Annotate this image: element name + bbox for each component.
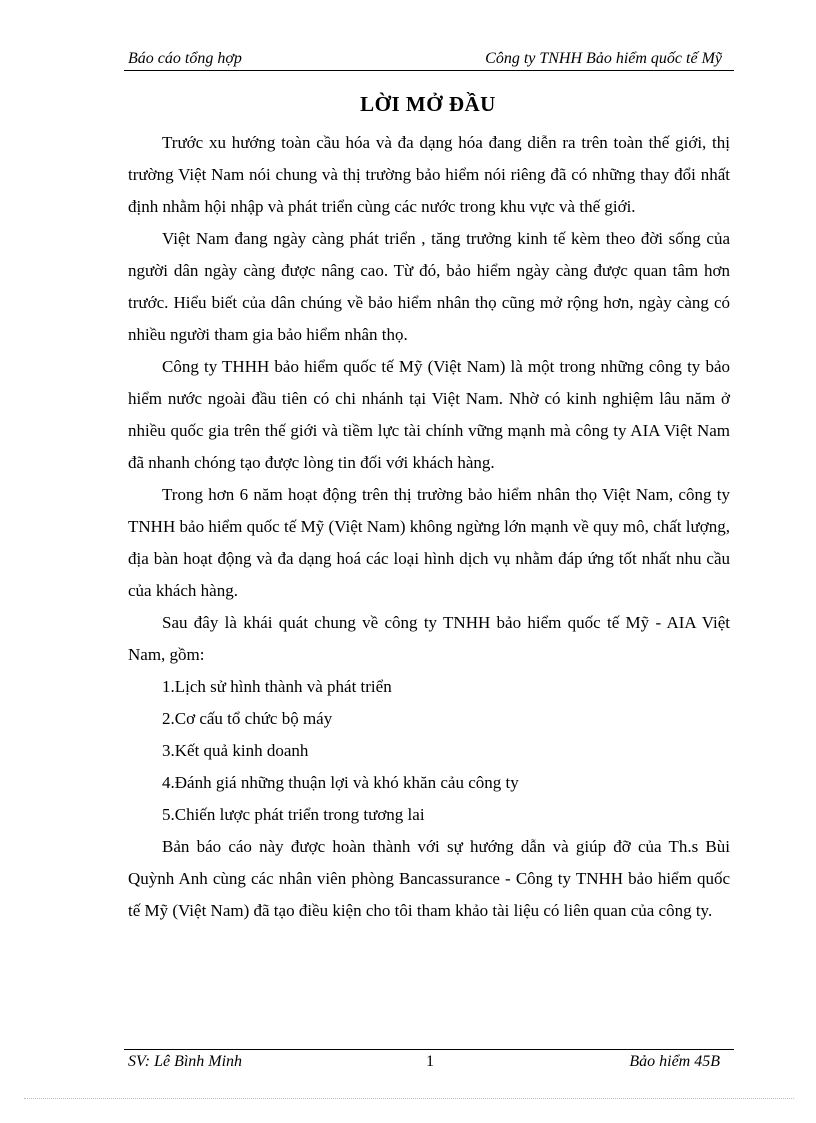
body-paragraph: Việt Nam đang ngày càng phát triển , tăng trưởng kinh tế kèm theo đời sống của người dân ngày càng được nâng cao. Từ đó, bảo hiểm ngày càng được quan tâm hơn trước. Hiểu biết của dân chúng về bảo hiểm nhân thọ cũng mở rộng hơn, ngày càng có nhiều người tham gia bảo hiểm nhân thọ. [128,229,730,344]
intro-paragraph: Trước xu hướng toàn cầu hóa và đa dạng hóa đang diễn ra trên toàn thế giới, thị trường Việt Nam nói chung và thị trường bảo hiểm nói riêng đã có những thay đổi nhất định nhằm hội nhập và phát triển cùng các nước trong khu vực và thế giới. [128,133,730,216]
list-item: 2.Cơ cấu tổ chức bộ máy [162,709,333,728]
footer-class-name: Bảo hiểm 45B [629,1053,720,1070]
footer-divider [124,1049,734,1050]
page-header [124,48,734,71]
document-title: LỜI MỞ ĐẦU [360,92,496,116]
list-item: 5.Chiến lược phát triển trong tương lai [162,805,425,824]
header-company-name: Công ty TNHH Bảo hiểm quốc tế Mỹ [485,50,722,67]
body-paragraph: Trong hơn 6 năm hoạt động trên thị trường bảo hiểm nhân thọ Việt Nam, công ty TNHH bảo hiểm quốc tế Mỹ (Việt Nam) không ngừng lớn mạnh về quy mô, chất lượng, địa bàn hoạt động và đa dạng hoá các loại hình dịch vụ nhằm đáp ứng tốt nhất nhu cầu của khách hàng. [128,485,730,600]
body-paragraph: Sau đây là khái quát chung về công ty TNHH bảo hiểm quốc tế Mỹ - AIA Việt Nam, gồm: [128,613,730,664]
page-footer [124,1053,734,1075]
list-item: 1.Lịch sử hình thành và phát triển [162,677,392,696]
page-edge-divider [24,1098,794,1099]
page-number: 1 [426,1053,434,1070]
document-body [128,127,730,927]
header-report-title: Báo cáo tổng hợp [128,50,242,67]
footer-student-name: SV: Lê Bình Minh [128,1053,243,1070]
list-item: 3.Kết quả kinh doanh [162,741,309,760]
body-paragraph: Công ty THHH bảo hiểm quốc tế Mỹ (Việt Nam) là một trong những công ty bảo hiểm nước ngoài đầu tiên có chi nhánh tại Việt Nam. Nhờ có kinh nghiệm lâu năm ở nhiều quốc gia trên thế giới và tiềm lực tài chính vững mạnh mà công ty AIA Việt Nam đã nhanh chóng tạo được lòng tin đối với khách hàng. [128,357,730,472]
closing-paragraph: Bản báo cáo này được hoàn thành với sự hướng dẫn và giúp đỡ của Th.s Bùi Quỳnh Anh cùng các nhân viên phòng Bancassurance - Công ty TNHH bảo hiểm quốc tế Mỹ (Việt Nam) đã tạo điều kiện cho tôi tham khảo tài liệu có liên quan của công ty. [128,837,730,920]
list-item: 4.Đánh giá những thuận lợi và khó khăn cảu công ty [162,773,519,792]
